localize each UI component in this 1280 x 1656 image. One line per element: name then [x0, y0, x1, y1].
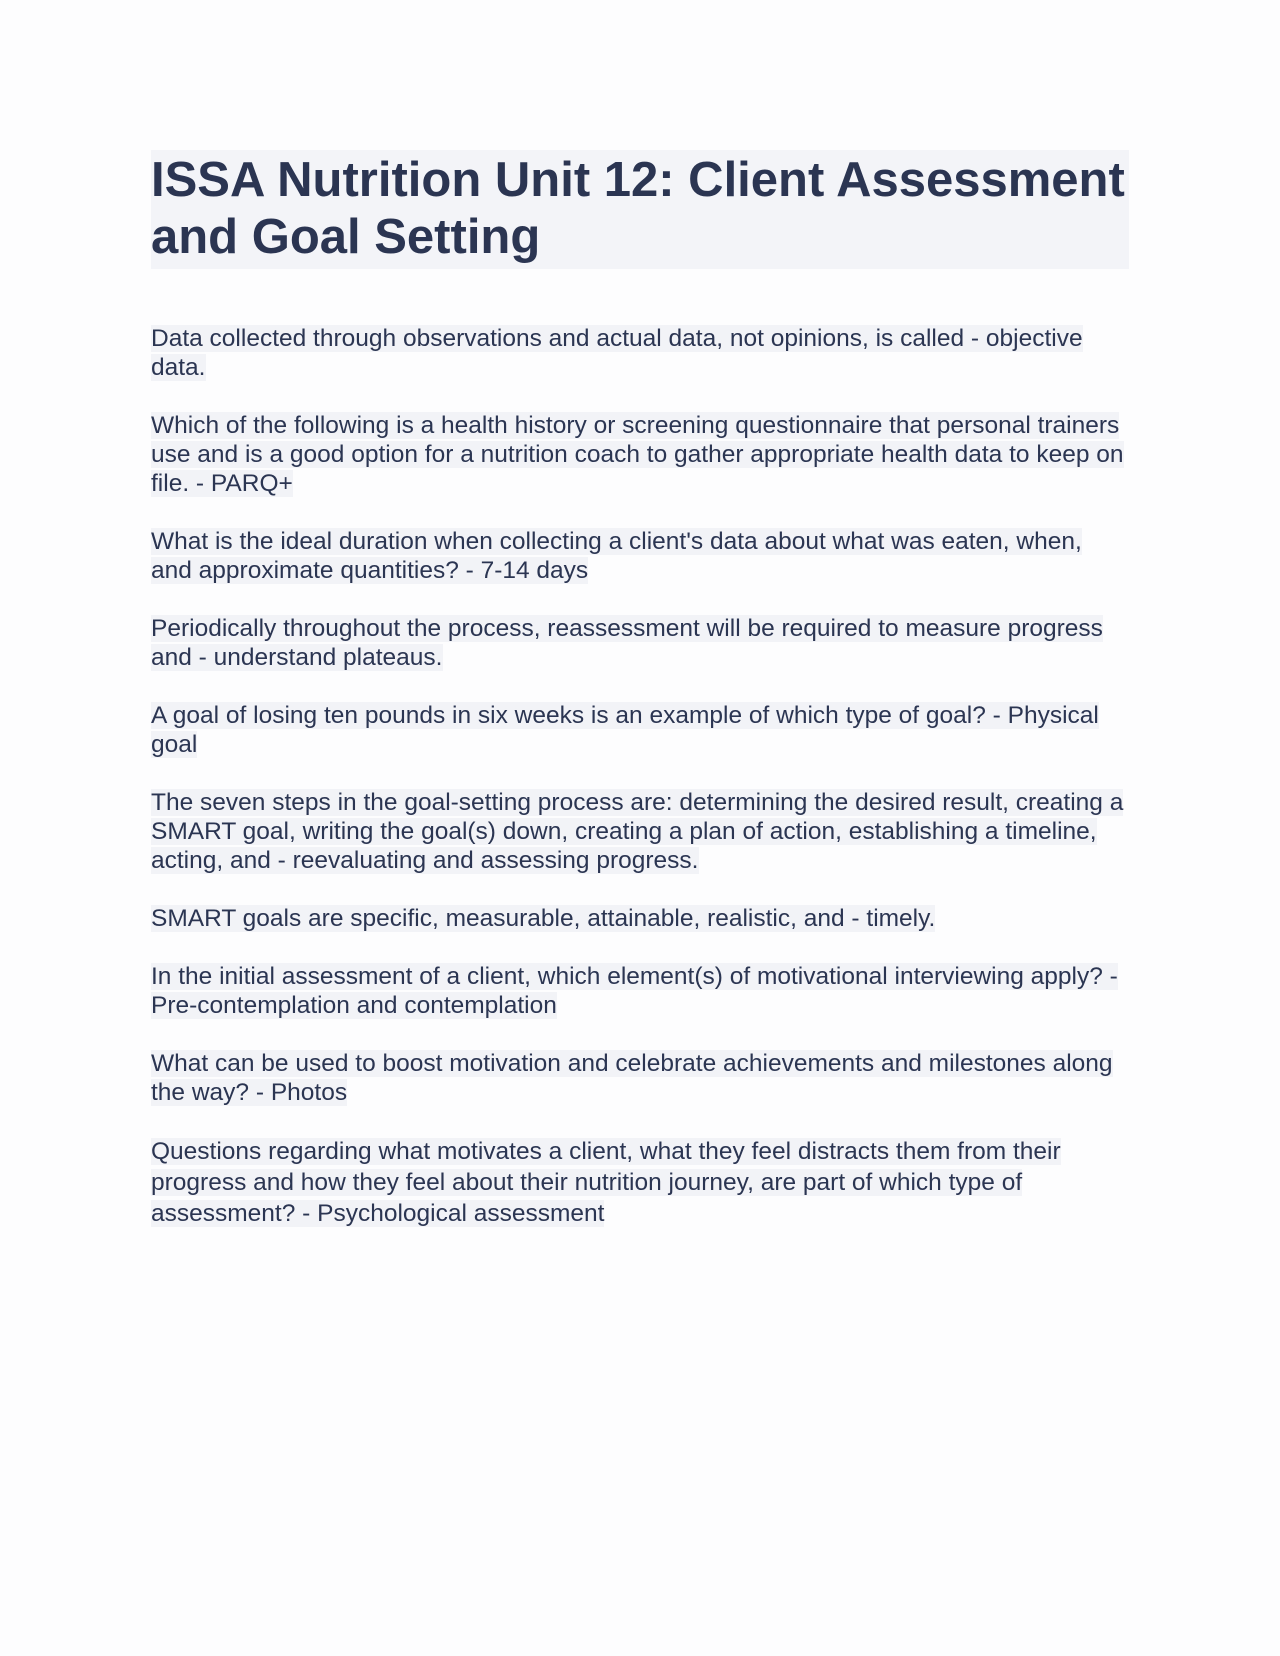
qa-item: [151, 527, 1129, 585]
qa-item: [151, 324, 1129, 382]
qa-item: [151, 701, 1129, 759]
qa-item: [151, 411, 1129, 498]
qa-item: [151, 962, 1129, 1020]
qa-text: What is the ideal duration when collecting a client's data about what was eaten, when, and approximate quantities? - 7-14 days: [151, 528, 1082, 584]
qa-text: Which of the following is a health history or screening questionnaire that personal trainers use and is a good option for a nutrition coach to gather appropriate health data to keep on file. - PARQ+: [151, 412, 1124, 497]
qa-item: [151, 1136, 1129, 1229]
qa-text: A goal of losing ten pounds in six weeks is an example of which type of goal? - Physical goal: [151, 702, 1099, 758]
qa-item: [151, 904, 1129, 933]
qa-item: [151, 614, 1129, 672]
qa-text: Periodically throughout the process, reassessment will be required to measure progress and - understand plateaus.: [151, 615, 1103, 671]
qa-list: [151, 324, 1129, 1229]
qa-text: Data collected through observations and actual data, not opinions, is called - objective data.: [151, 325, 1083, 381]
qa-text: Questions regarding what motivates a client, what they feel distracts them from their progress and how they feel about their nutrition journey, are part of which type of assessment? - Psychological assessment: [151, 1138, 1061, 1227]
qa-item: [151, 788, 1129, 875]
qa-text: In the initial assessment of a client, which element(s) of motivational interviewing apply? - Pre-contemplation and contemplation: [151, 963, 1118, 1019]
qa-item: [151, 1049, 1129, 1107]
qa-text: What can be used to boost motivation and celebrate achievements and milestones along the way? - Photos: [151, 1050, 1113, 1106]
document-title: ISSA Nutrition Unit 12: Client Assessment and Goal Setting: [151, 150, 1129, 269]
qa-text: The seven steps in the goal-setting process are: determining the desired result, creating a SMART goal, writing the goal(s) down, creating a plan of action, establishing a timeline, acting, and - reevaluating and assessing progress.: [151, 789, 1124, 874]
qa-text: SMART goals are specific, measurable, attainable, realistic, and - timely.: [151, 905, 936, 932]
document-page: [151, 150, 1129, 1258]
